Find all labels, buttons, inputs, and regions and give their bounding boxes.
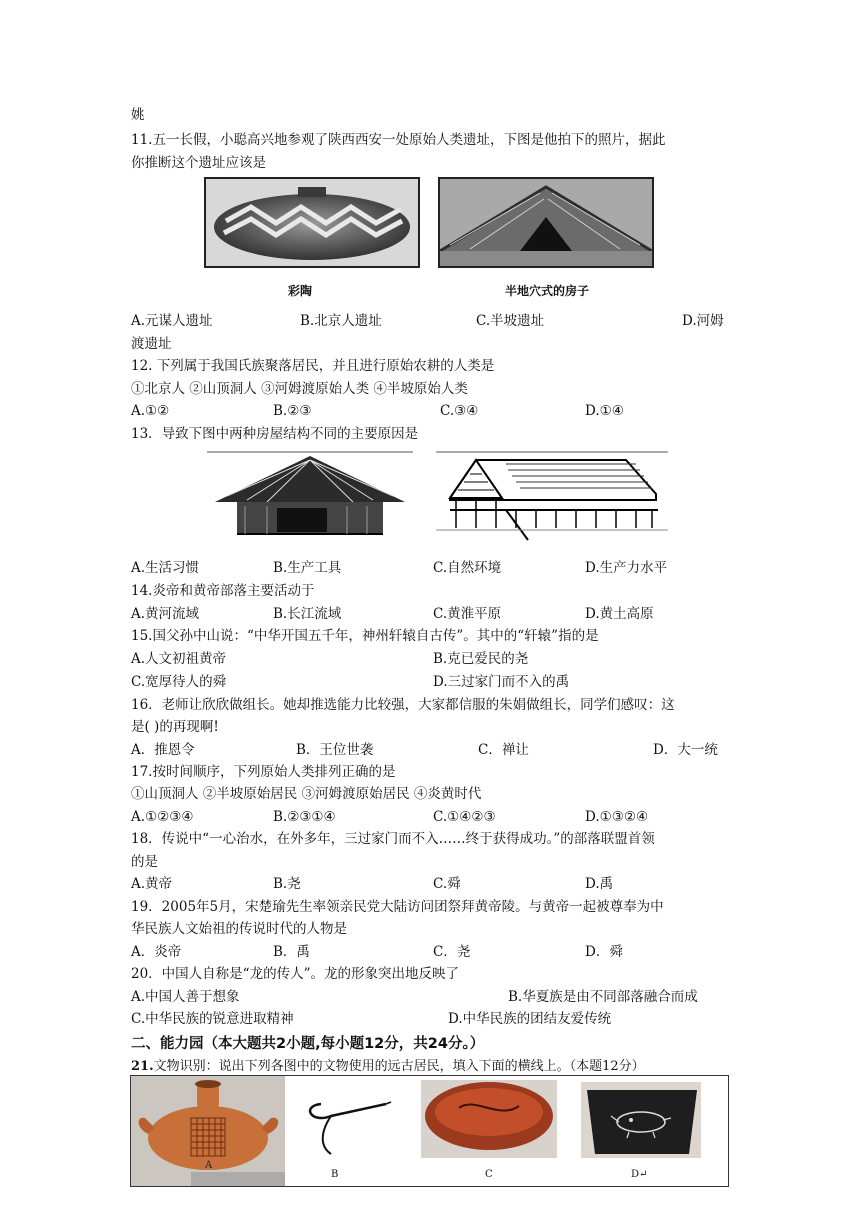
question-12-items: ①北京人 ②山顶洞人 ③河姆渡原始人类 ④半坡原始人类: [131, 381, 468, 397]
option-a: A．推恩令: [131, 742, 195, 758]
question-18-stem: 18．传说中“一心治水，在外多年，三过家门而不入……终于获得成功。”的部落联盟首领: [131, 831, 655, 847]
option-c: C.黄淮平原: [433, 606, 502, 622]
option-c: C．尧: [433, 944, 471, 960]
option-a: A.黄帝: [131, 876, 173, 892]
option-b: B．禹: [273, 944, 310, 960]
question-11-stem-cont: 你推断这个遗址应该是: [131, 155, 266, 171]
option-a: A.黄河流域: [131, 606, 200, 622]
option-b: B.②③①④: [273, 809, 336, 825]
option-b: B.生产工具: [273, 560, 342, 576]
option-d-cont: 渡遗址: [131, 336, 172, 352]
question-21-stem: [131, 1055, 645, 1074]
figure-b-bone-needle: [291, 1076, 411, 1186]
option-a: A.①②: [131, 403, 170, 419]
image-caption: 半地穴式的房子: [505, 284, 590, 298]
option-b: B．王位世袭: [296, 742, 374, 758]
option-d: D.①③②④: [585, 809, 649, 825]
option-b: B.北京人遗址: [300, 313, 382, 329]
option-d: D.河姆: [682, 313, 724, 329]
option-b: B.②③: [273, 403, 312, 419]
painted-pottery-image: [204, 177, 420, 268]
question-14-stem: 14.炎帝和黄帝部落主要活动于: [131, 583, 315, 599]
option-c: C.宽厚待人的舜: [131, 674, 227, 690]
option-a: A.中国人善于想象: [131, 989, 240, 1005]
option-c: C.①④②③: [433, 809, 496, 825]
figure-a-label: A: [205, 1160, 213, 1171]
question-16-stem: 16．老师让欣欣做组长。她却推选能力比较强，大家都信服的朱娟做组长，同学们感叹：这: [131, 697, 675, 713]
question-12-stem: 12. 下列属于我国氏族聚落居民，并且进行原始农耕的人类是: [131, 358, 495, 374]
option-a: A.①②③④: [131, 809, 194, 825]
option-d: D．舜: [585, 944, 623, 960]
option-d: D.①④: [585, 403, 624, 419]
figure-c-label: C: [485, 1169, 493, 1180]
option-d: D.黄土高原: [585, 606, 654, 622]
option-c: C.半坡遗址: [476, 313, 545, 329]
question-17-items: ①山顶洞人 ②半坡原始居民 ③河姆渡原始居民 ④炎黄时代: [131, 786, 482, 802]
figure-a-pottery: [131, 1076, 285, 1186]
figure-b-label: B: [331, 1169, 339, 1180]
option-d: D.生产力水平: [585, 560, 668, 576]
section-heading: 二、能力园（本大题共2小题,每小题12分，共24分。）: [131, 1036, 485, 1052]
artifact-figure-strip: [130, 1075, 729, 1187]
option-c: C．禅让: [478, 742, 529, 758]
figure-c-painted-bowl: [419, 1076, 559, 1186]
option-c: C.③④: [440, 403, 479, 419]
question-13-stem: 13．导致下图中两种房屋结构不同的主要原因是: [131, 426, 419, 442]
option-b: B.华夏族是由不同部落融合而成: [508, 989, 698, 1005]
question-20-stem: 20．中国人自称是“龙的传人”。龙的形象突出地反映了: [131, 966, 459, 982]
option-b: B.尧: [273, 876, 301, 892]
stilt-house-drawing: [436, 450, 668, 542]
round-hut-drawing: [207, 450, 413, 542]
question-17-stem: 17.按时间顺序，下列原始人类排列正确的是: [131, 764, 396, 780]
question-21-number: 21.: [131, 1059, 154, 1074]
option-d: D.禹: [585, 876, 614, 892]
question-21-text: 文物识别：说出下列各图中的文物使用的远古居民，填入下面的横线上。（本题12分）: [153, 1059, 645, 1074]
option-d: D．大一统: [653, 742, 718, 758]
option-c: C.自然环境: [433, 560, 502, 576]
image-caption: 彩陶: [288, 284, 313, 298]
question-11-stem: 11.五一长假，小聪高兴地参观了陕西西安一处原始人类遗址，下图是他拍下的照片，据此: [131, 132, 666, 148]
question-19-stem: 19．2005年5月，宋楚瑜先生率领亲民党大陆访问团祭拜黄帝陵。与黄帝一起被尊奉为中: [131, 899, 664, 915]
option-c: C.中华民族的锐意进取精神: [131, 1011, 294, 1027]
question-15-stem: 15.国父孙中山说：“中华开国五千年，神州轩辕自古传”。其中的“轩辕”指的是: [131, 628, 599, 644]
option-a: A.元谋人遗址: [131, 313, 213, 329]
option-a: A．炎帝: [131, 944, 182, 960]
option-d: D.中华民族的团结友爱传统: [448, 1011, 612, 1027]
option-a: A.生活习惯: [131, 560, 200, 576]
option-c: C.舜: [433, 876, 461, 892]
option-a: A.人文初祖黄帝: [131, 651, 227, 667]
figure-d-black-pottery: [567, 1076, 717, 1186]
text-line: 姚: [131, 107, 145, 123]
question-19-stem-cont: 华民族人文始祖的传说时代的人物是: [131, 921, 347, 937]
option-d: D.三过家门而不入的禹: [433, 674, 570, 690]
semi-subterranean-house-image: [438, 177, 654, 268]
question-16-stem-cont: 是( )的再现啊!: [131, 719, 219, 735]
option-b: B.克已爱民的尧: [433, 651, 529, 667]
figure-d-label: D↵: [631, 1169, 648, 1180]
question-18-stem-cont: 的是: [131, 854, 158, 870]
option-b: B.长江流域: [273, 606, 342, 622]
